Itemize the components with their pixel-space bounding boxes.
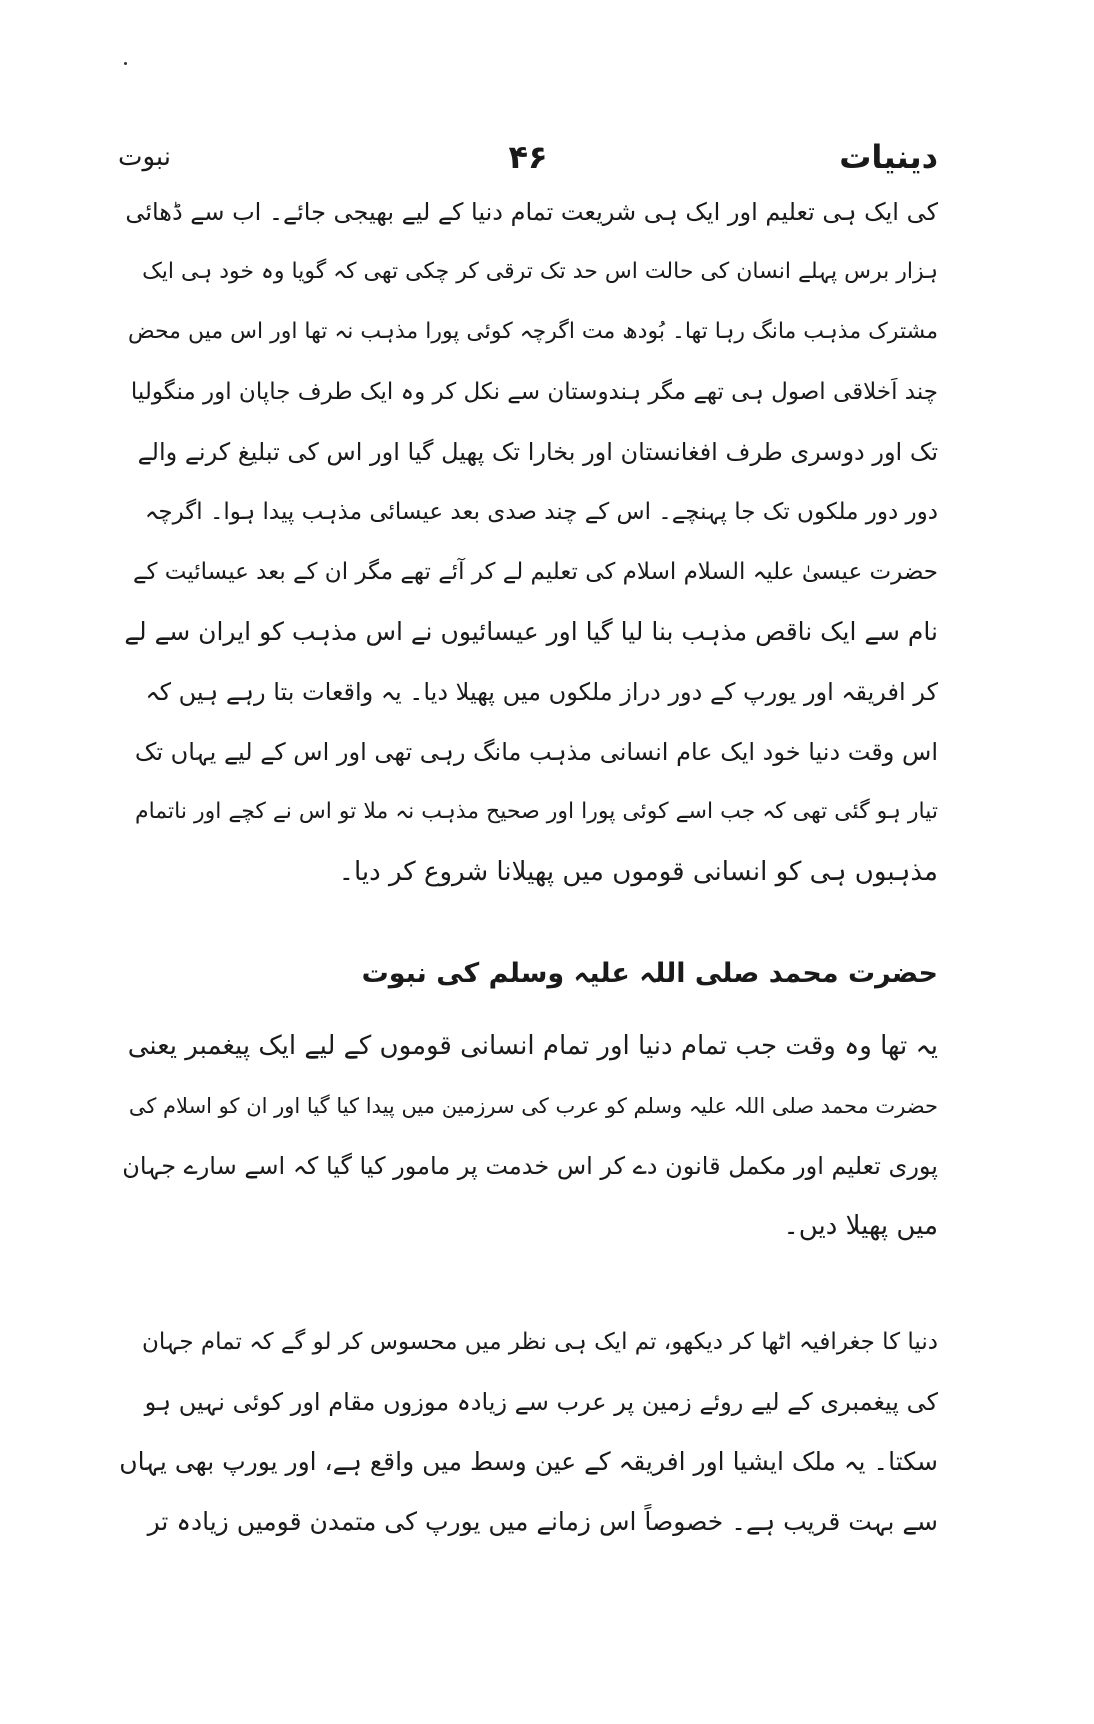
paragraph-1 xyxy=(118,182,938,902)
text-line: پوری تعلیم اور مکمل قانون دے کر اس خدمت پر مامور کیا گیا کہ اسے سارے جہان xyxy=(122,1152,938,1180)
paragraph-3 xyxy=(118,1312,938,1552)
text-line: یہ تھا وہ وقت جب تمام دنیا اور تمام انسانی قوموں کے لیے ایک پیغمبر یعنی xyxy=(127,1031,938,1061)
text-line: تک اور دوسری طرف افغانستان اور بخارا تک پھیل گیا اور اس کی تبلیغ کرنے والے xyxy=(137,438,938,466)
text-line: مذہبوں ہی کو انسانی قوموں میں پھیلانا شروع کر دیا۔ xyxy=(338,857,938,887)
text-line: نام سے ایک ناقص مذہب بنا لیا گیا اور عیسائیوں نے اس مذہب کو ایران سے لے xyxy=(124,617,938,646)
text-line: ہزار برس پہلے انسان کی حالت اس حد تک ترقی کر چکی تھی کہ گویا وہ خود ہی ایک xyxy=(142,259,938,284)
text-line: میں پھیلا دیں۔ xyxy=(783,1211,938,1241)
text-line: دور دور ملکوں تک جا پہنچے۔ اس کے چند صدی بعد عیسائی مذہب پیدا ہوا۔ اگرچہ xyxy=(144,499,938,525)
page-header xyxy=(118,138,938,188)
paragraph-2 xyxy=(118,1016,938,1256)
text-line: کر افریقہ اور یورپ کے دور دراز ملکوں میں پھیلا دیا۔ یہ واقعات بتا رہے ہیں کہ xyxy=(145,678,938,706)
text-line: کی پیغمبری کے لیے روئے زمین پر عرب سے زیادہ موزوں مقام اور کوئی نہیں ہو xyxy=(144,1388,938,1416)
text-line: تیار ہو گئی تھی کہ جب اسے کوئی پورا اور صحیح مذہب نہ ملا تو اس نے کچے اور ناتمام xyxy=(134,799,938,824)
text-line: چند اَخلاقی اصول ہی تھے مگر ہندوستان سے نکل کر وہ ایک طرف جاپان اور منگولیا xyxy=(130,379,938,405)
scan-speck xyxy=(124,62,127,65)
text-line: حضرت عیسیٰ علیہ السلام اسلام کی تعلیم لے کر آئے تھے مگر ان کے بعد عیسائیت کے xyxy=(133,559,938,585)
text-line: مشترک مذہب مانگ رہا تھا۔ بُودھ مت اگرچہ کوئی پورا مذہب نہ تھا اور اس میں محض xyxy=(128,319,938,344)
text-line: سے بہت قریب ہے۔ خصوصاً اس زمانے میں یورپ کی متمدن قومیں زیادہ تر xyxy=(147,1507,938,1536)
text-line: اس وقت دنیا خود ایک عام انسانی مذہب مانگ رہی تھی اور اس کے لیے یہاں تک xyxy=(134,738,938,766)
book-title: دینیات xyxy=(839,138,938,176)
text-line: دنیا کا جغرافیہ اٹھا کر دیکھو، تم ایک ہی نظر میں محسوس کر لو گے کہ تمام جہان xyxy=(142,1329,938,1355)
chapter-title: نبوت xyxy=(118,142,171,172)
text-line: حضرت محمد صلی اللہ علیہ وسلم کو عرب کی سرزمین میں پیدا کیا گیا اور ان کو اسلام کی xyxy=(128,1094,938,1118)
text-line: کی ایک ہی تعلیم اور ایک ہی شریعت تمام دنیا کے لیے بھیجی جائے۔ اب سے ڈھائی xyxy=(125,198,938,226)
text-line: سکتا۔ یہ ملک ایشیا اور افریقہ کے عین وسط میں واقع ہے، اور یورپ بھی یہاں xyxy=(119,1447,938,1476)
section-heading: حضرت محمد صلی اللہ علیہ وسلم کی نبوت xyxy=(361,958,938,989)
page-number: ۴۶ xyxy=(508,138,548,176)
